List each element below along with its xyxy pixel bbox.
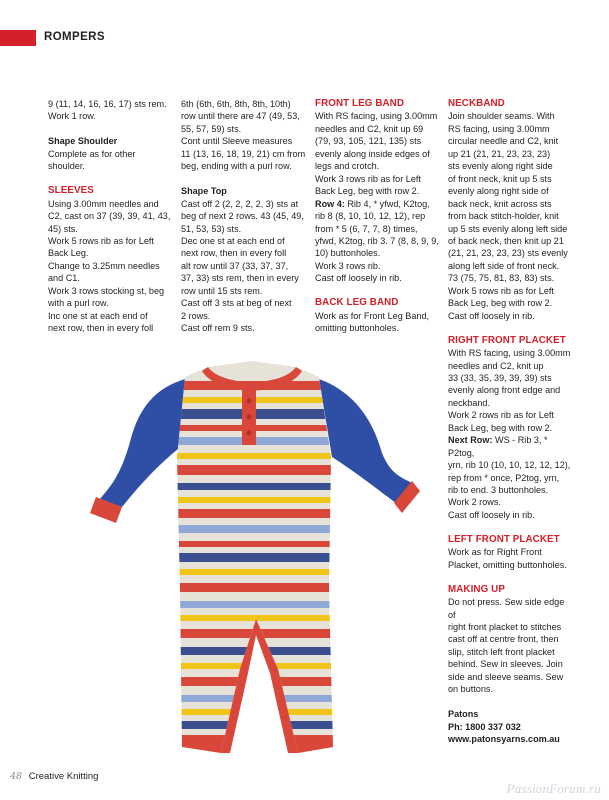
text-line: Work 2 rows rib as for Left xyxy=(448,410,554,421)
text-run: Rib 4, * yfwd, K2tog, xyxy=(344,198,430,209)
text-line: on buttons. xyxy=(448,684,493,695)
text-line: 6th (6th, 6th, 8th, 8th, 10th) xyxy=(181,99,291,109)
text-line xyxy=(315,198,439,210)
text-line: rep from * once, P2tog, yrn, xyxy=(448,472,560,483)
text-line: yfwd, K2tog, rib 3. 7 (8, 8, 9, 9, xyxy=(315,235,439,246)
text-line: Dec one st at each end of xyxy=(181,235,285,246)
text-line: from * 5 (6, 7, 7, 8) times, xyxy=(315,223,418,234)
text-line: needles and C2, knit up 69 xyxy=(315,123,424,134)
text-line: (79, 93, 105, 121, 135) sts xyxy=(315,136,422,147)
text-line: Cast off 3 sts at beg of next xyxy=(181,298,292,309)
text-line: and C1. xyxy=(48,273,80,284)
left-sleeve xyxy=(100,379,185,507)
text-line: right front placket to stitches xyxy=(448,621,562,632)
text-line: along left side of front neck. xyxy=(448,260,560,271)
text-line: next row, then in every foll xyxy=(48,323,154,334)
text-line: beg, ending with a purl row. xyxy=(181,161,292,172)
text-line: from back stitch-holder, knit xyxy=(448,211,559,222)
text-line: 55, 57, 59) sts. xyxy=(181,123,242,134)
text-run: WS - Rib 3, * P2tog, xyxy=(448,435,548,458)
text-line: Back Leg, beg with row 2. xyxy=(315,186,420,197)
text-line: 45) sts. xyxy=(48,223,78,234)
text-line: 73 (75, 75, 81, 83, 83) sts. xyxy=(448,273,555,284)
button xyxy=(246,398,251,403)
text-line: beg of next 2 rows. 43 (45, 49, xyxy=(181,211,304,222)
heading-right-front-placket: RIGHT FRONT PLACKET xyxy=(448,334,566,346)
text-line: Back Leg, beg with row 2. xyxy=(448,422,553,433)
text-line: Cast off loosely in rib. xyxy=(448,310,535,321)
text-line: Cast off loosely in rib. xyxy=(448,509,535,520)
text-line: Work as for Right Front xyxy=(448,547,542,558)
text-line xyxy=(448,434,572,459)
text-line: with a purl row. xyxy=(48,298,109,309)
text-line: Work 3 rows rib as for Left xyxy=(315,173,421,184)
heading-back-leg-band: BACK LEG BAND xyxy=(315,297,399,309)
text-line: Back Leg, beg with row 2. xyxy=(448,298,553,309)
brand-name: Patons xyxy=(448,709,479,720)
magazine-name: Creative Knitting xyxy=(28,771,99,782)
text-line: Work 1 row. xyxy=(48,111,96,122)
text-line: 33 (33, 35, 39, 39, 39) sts xyxy=(448,372,552,383)
text-line: Inc one st at each end of xyxy=(48,310,148,321)
text-line: slip, stitch left front placket xyxy=(448,646,555,657)
text-line: With RS facing, using 3.00mm xyxy=(315,111,438,122)
heading-neckband: NECKBAND xyxy=(448,98,505,109)
text-line: Join shoulder seams. With xyxy=(448,111,555,122)
text-column-1 xyxy=(48,98,172,335)
text-line: C2, cast on 37 (39, 39, 41, 43, xyxy=(48,211,171,222)
text-line: Work 3 rows rib. xyxy=(315,260,381,271)
heading-left-front-placket: LEFT FRONT PLACKET xyxy=(448,533,560,545)
text-line: evenly along inside edges of xyxy=(315,148,430,159)
text-line: 51, 53, 53) sts. xyxy=(181,223,242,234)
text-line: 10) buttonholes. xyxy=(315,248,381,259)
text-line: Work 5 rows rib as for Left xyxy=(48,235,154,246)
text-line: (21, 21, 23, 23, 23) sts evenly xyxy=(448,248,568,259)
text-line: Work 3 rows stocking st, beg xyxy=(48,285,165,296)
text-column-3 xyxy=(315,98,439,335)
text-line: Placket, omitting buttonholes. xyxy=(448,559,567,570)
button xyxy=(246,414,251,419)
text-line: row until 15 sts rem. xyxy=(181,285,263,296)
page-number: 48 xyxy=(10,771,23,782)
brand-website[interactable]: www.patonsyarns.com.au xyxy=(448,734,560,745)
text-line: next row, then in every foll xyxy=(181,248,287,259)
watermark: PassionForum.ru xyxy=(506,781,601,796)
text-line: Cast off 2 (2, 2, 2, 2, 3) sts at xyxy=(181,198,299,209)
text-line: sts evenly along right side xyxy=(448,161,553,172)
text-line: evenly along front edge and xyxy=(448,385,561,396)
section-color-tab xyxy=(0,30,36,46)
heading-sleeves: SLEEVES xyxy=(48,185,94,197)
text-line: 9 (11, 14, 16, 16, 17) sts rem. xyxy=(48,99,167,109)
text-line: Cast off rem 9 sts. xyxy=(181,323,255,334)
text-line: Work 5 rows rib as for Left xyxy=(448,285,554,296)
text-line: rib 8 (8, 10, 10, 12, 12), rep xyxy=(315,211,426,222)
text-line: 2 rows. xyxy=(181,310,211,321)
text-line: back neck, knit across sts xyxy=(448,198,552,209)
text-line: Using 3.00mm needles and xyxy=(48,198,159,209)
row-label: Row 4: xyxy=(315,198,345,209)
row-label: Next Row: xyxy=(448,435,493,446)
text-line: Cast off loosely in rib. xyxy=(315,273,402,284)
text-line: up 5 sts evenly along left side xyxy=(448,223,568,234)
text-line: RS facing, using 3.00mm xyxy=(448,123,550,134)
text-line: evenly along right side of xyxy=(448,186,549,197)
section-title: ROMPERS xyxy=(44,31,105,43)
text-line: alt row until 37 (33, 37, 37, xyxy=(181,260,289,271)
text-line: Complete as for other xyxy=(48,148,136,159)
text-line: Cont until Sleeve measures xyxy=(181,136,293,147)
text-line: Back Leg. xyxy=(48,248,89,259)
page-footer xyxy=(10,771,98,782)
text-line: needles and C2, knit up xyxy=(448,360,544,371)
text-line: yrn, rib 10 (10, 10, 12, 12, 12), xyxy=(448,460,571,471)
text-line: behind. Sew in sleeves. Join xyxy=(448,659,563,670)
text-line: up 21 (21, 21, 23, 23, 23) xyxy=(448,148,551,159)
brand-phone: Ph: 1800 337 032 xyxy=(448,721,521,732)
text-line: Work 2 rows. xyxy=(448,497,501,508)
heading-front-leg-band: FRONT LEG BAND xyxy=(315,98,405,109)
right-sleeve xyxy=(319,379,412,503)
text-line: of back neck, then knit up 21 xyxy=(448,235,564,246)
subheading-shape-shoulder: Shape Shoulder xyxy=(48,136,118,147)
text-line: Work as for Front Leg Band, xyxy=(315,310,430,321)
text-line: circular needle and C2, knit xyxy=(448,136,559,147)
text-line: side and sleeve seams. Sew xyxy=(448,671,564,682)
text-line: shoulder. xyxy=(48,161,85,172)
text-line: row until there are 47 (49, 53, xyxy=(181,111,300,122)
text-column-4 xyxy=(448,98,572,746)
text-column-2 xyxy=(181,98,306,335)
subheading-shape-top: Shape Top xyxy=(181,186,227,197)
text-line: 37, 33) sts rem, then in every xyxy=(181,273,299,284)
text-line: cast off at centre front, then xyxy=(448,634,559,645)
button xyxy=(246,430,251,435)
text-line: Change to 3.25mm needles xyxy=(48,260,160,271)
text-line: With RS facing, using 3.00mm xyxy=(448,348,571,359)
heading-making-up: MAKING UP xyxy=(448,583,505,595)
text-line: legs and crotch. xyxy=(315,161,380,172)
text-line: of front neck, knit up 5 sts xyxy=(448,173,552,184)
romper-photo xyxy=(90,357,420,757)
text-line: rib to end. 3 buttonholes. xyxy=(448,485,549,496)
text-line: neckband. xyxy=(448,397,490,408)
text-line: 11 (13, 16, 18, 19, 21) cm from xyxy=(181,148,306,159)
text-line: omitting buttonholes. xyxy=(315,323,399,334)
text-line: Do not press. Sew side edge of xyxy=(448,597,565,620)
